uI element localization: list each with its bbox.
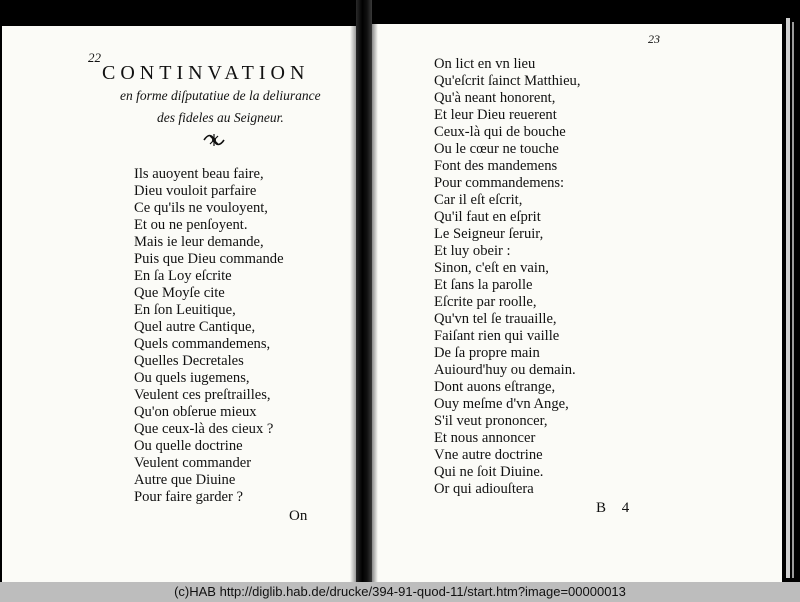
right-verse-line: Et luy obeir : <box>434 243 511 259</box>
left-verse-line: Qu'on obſerue mieux <box>134 404 257 420</box>
right-verse-line: Or qui adiouſtera <box>434 481 534 497</box>
right-page <box>372 24 782 582</box>
right-verse-line: Et ſans la parolle <box>434 277 533 293</box>
right-verse-line: Qui ne ſoit Diuine. <box>434 464 544 480</box>
left-verse-line: Autre que Diuine <box>134 472 236 488</box>
subtitle-line-1: en forme diſputatiue de la deliurance <box>120 88 321 103</box>
right-verse-line: Qu'il faut en eſprit <box>434 209 541 225</box>
left-verse-line: En ſon Leuitique, <box>134 302 236 318</box>
right-verse-line: Qu'eſcrit ſainct Matthieu, <box>434 73 581 89</box>
right-verse-line: Dont auons eſtrange, <box>434 379 556 395</box>
page-edge-strip-inner <box>792 22 794 578</box>
left-verse-line: Quels commandemens, <box>134 336 271 352</box>
right-verse-line: Et leur Dieu reuerent <box>434 107 557 123</box>
left-verse-line: Dieu vouloit parfaire <box>134 183 257 199</box>
right-verse-line: Faiſant rien qui vaille <box>434 328 560 344</box>
right-verse-line: S'il veut prononcer, <box>434 413 548 429</box>
left-page <box>2 26 356 582</box>
page-title: CONTINVATION <box>102 62 310 84</box>
catchword: On <box>289 508 308 524</box>
right-verse-line: Qu'vn tel ſe trauaille, <box>434 311 557 327</box>
left-verse-line: Et ou ne penſoyent. <box>134 217 248 233</box>
left-page-number: 22 <box>88 50 101 65</box>
left-verse-line: Puis que Dieu commande <box>134 251 284 267</box>
left-verse-line: En ſa Loy eſcrite <box>134 268 232 284</box>
right-verse-line: Le Seigneur ſeruir, <box>434 226 544 242</box>
right-verse-line: Vne autre doctrine <box>434 447 543 463</box>
credit-text: (c)HAB http://diglib.hab.de/drucke/394-91-quod-11/start.htm?image=00000013 <box>174 584 626 599</box>
right-verse-line: Ou le cœur ne touche <box>434 141 559 157</box>
right-verse-line: Font des mandemens <box>434 158 558 174</box>
right-verse-line: Et nous annoncer <box>434 430 536 446</box>
right-verse-list <box>434 56 581 498</box>
right-verse-line: Pour commandemens: <box>434 175 565 191</box>
book-gutter <box>356 0 372 582</box>
right-verse-line: Ouy meſme d'vn Ange, <box>434 396 569 412</box>
left-verse-line: Ou quelle doctrine <box>134 438 243 454</box>
left-verse-line: Que Moyſe cite <box>134 285 225 301</box>
credit-bar <box>0 582 800 602</box>
left-verse-line: Ce qu'ils ne vouloyent, <box>134 200 268 216</box>
right-verse-line: On lict en vn lieu <box>434 56 536 72</box>
page-edge-strip <box>786 18 790 578</box>
right-verse-line: Qu'à neant honorent, <box>434 90 556 106</box>
left-verse-line: Ou quels iugemens, <box>134 370 250 386</box>
left-verse-line: Veulent commander <box>134 455 252 471</box>
subtitle-line-2: des fideles au Seigneur. <box>157 110 284 125</box>
left-verse-line: Ils auoyent beau faire, <box>134 166 264 182</box>
left-verse-line: Quelles Decretales <box>134 353 244 369</box>
left-verse-line: Quel autre Cantique, <box>134 319 256 335</box>
right-verse-line: De ſa propre main <box>434 345 540 361</box>
right-verse-line: Ceux-là qui de bouche <box>434 124 566 140</box>
left-verse-line: Que ceux-là des cieux ? <box>134 421 274 437</box>
book-edge <box>782 0 800 582</box>
left-verse-list <box>134 166 284 506</box>
right-page-number: 23 <box>648 32 660 46</box>
right-verse-line: Auiourd'huy ou demain. <box>434 362 576 378</box>
signature-mark: B 4 <box>596 500 636 516</box>
left-verse-line: Pour faire garder ? <box>134 489 243 505</box>
fleuron-ornament-icon <box>202 132 226 148</box>
right-verse-line: Eſcrite par roolle, <box>434 294 537 310</box>
left-verse-line: Veulent ces preſtrailles, <box>134 387 271 403</box>
right-verse-line: Car il eſt eſcrit, <box>434 192 523 208</box>
right-verse-line: Sinon, c'eſt en vain, <box>434 260 549 276</box>
left-verse-line: Mais ie leur demande, <box>134 234 264 250</box>
